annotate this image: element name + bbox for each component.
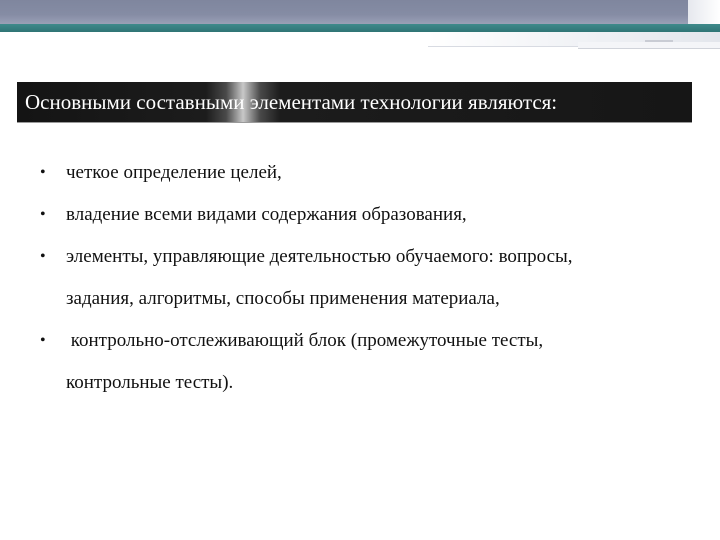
list-item: [40, 320, 680, 404]
bullet-dot: •: [40, 248, 46, 265]
bullet-dot: •: [40, 206, 46, 223]
list-item: [40, 152, 680, 194]
list-item: [40, 236, 680, 320]
bullet-dot: •: [40, 332, 46, 349]
slide-title: Основными составными элементами технологии являются:: [25, 90, 558, 114]
list-item-text: владение всеми видами содержания образования,: [66, 204, 467, 225]
list-item-text: четкое определение целей,: [66, 162, 282, 183]
teal-line: [0, 24, 720, 32]
title-bar: [17, 82, 692, 123]
list-item-text: контрольно-отслеживающий блок (промежуточные тесты, контрольные тесты).: [66, 330, 548, 393]
list-item-text: элементы, управляющие деятельностью обучаемого: вопросы, задания, алгоритмы, способы применения материала,: [66, 246, 573, 309]
bullet-list: [40, 152, 680, 404]
decorative-strip-2: [578, 42, 720, 49]
decorative-line: [645, 40, 673, 42]
bullet-dot: •: [40, 164, 46, 181]
top-band: [0, 0, 720, 24]
list-item: [40, 194, 680, 236]
top-right-accent: [688, 0, 720, 24]
